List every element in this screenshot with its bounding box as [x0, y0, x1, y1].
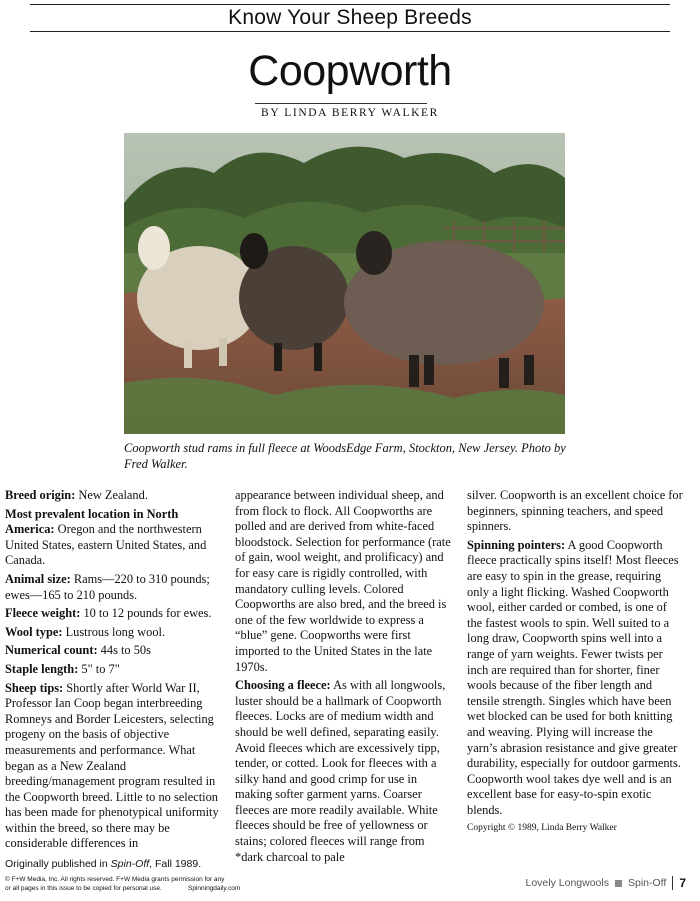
sheep-photo: [124, 133, 565, 434]
square-bullet-icon: [615, 880, 622, 887]
spinning-pointers: Spinning pointers: A good Coopworth fleece practically spins itself! Most fleeces are easy to spin in the grease, requiring only a light flicking. Washed Coopworth wool, either carded or combed, is one of the fastest wools to spin. Well suited to a long draw, Coopworth spins well into a range of yarn weights. Fewer twists per inch are required than for shorter, finer wools because of the fiber length and tensile strength. Singles which have been wet blocked can be used for both knitting and weaving. Plying will increase the yarn’s abrasion resistance and give greater durability, especially for outdoor garments. Coopworth wool takes dye well and is an excellent base for easy-to-spin exotic blends.: [467, 537, 681, 817]
header-bottom-rule: [30, 31, 670, 32]
staple-length: Staple length: 5" to 7": [5, 661, 120, 676]
column-2: [235, 488, 453, 868]
byline-rule: [255, 103, 427, 104]
sheep-tips-continued: appearance between individual sheep, and from flock to flock. All Coopworths are polled and are derived from white-faced bloodstock. Selection for performance (rate of gain, wool weight, and prolificacy) and for easy care is rigidly controlled, with mandatory culling levels. Colored Coopworths are also bred, and the breed is one of the few worldwide to express a “blue” gene. Coopworths were first imported to the United States in the late 1970s.: [235, 488, 451, 674]
breed-origin: Breed origin: New Zealand.: [5, 488, 148, 502]
sheep-photo-illustration: [124, 133, 565, 434]
column-3: [467, 488, 685, 840]
rights-notice: © F+W Media, Inc. All rights reserved. F+W Media grants permission for any or all pages in this issue to be copied for personal use. Spinningdaily.com: [5, 876, 241, 892]
section-name: Lovely Longwools: [525, 877, 609, 889]
page-number: 7: [672, 876, 686, 890]
fleece-weight: Fleece weight: 10 to 12 pounds for ewes.: [5, 606, 212, 621]
prevalent-location: Most prevalent location in North America: Oregon and the northwestern United States, eastern United States, and Canada.: [5, 506, 207, 568]
column-1: [5, 488, 223, 855]
wool-type: Wool type: Lustrous long wool.: [5, 624, 166, 639]
choosing-fleece: Choosing a fleece: As with all longwools, luster should be a hallmark of Coopworth fleeces. Locks are of medium width and should be well defined, separating easily. Avoid fleeces which are excessively tipp, tender, or cotted. Look for fleeces with a silky hand and good crimp for use in making softer garment yarns. Coarser fleeces are more readily available. White fleeces should be free of yellowness or stains; colored fleeces will range from *dark charcoal to pale: [235, 678, 446, 864]
header-top-rule: [30, 4, 670, 5]
photo-caption: Coopworth stud rams in full fleece at WoodsEdge Farm, Stockton, New Jersey. Photo by Fred Walker.: [124, 441, 566, 471]
page-footer: [526, 876, 687, 890]
magazine-name: Spin-Off: [627, 877, 667, 889]
article-title: Coopworth: [248, 47, 452, 95]
original-publication: Originally published in Spin-Off, Fall 1989.: [5, 858, 202, 870]
choosing-fleece-continued: silver. Coopworth is an excellent choice for beginners, spinning teachers, and speed spinners.: [467, 488, 683, 534]
sheep-tips: Sheep tips: Shortly after World War II, Professor Ian Coop began interbreeding Romneys and Border Leicesters, selecting progeny on the basis of objective measurements and performance. What began as a New Zealand breeding/management program resulted in the Coopworth breed. Little to no selection has been made for phenotypical uniformity within the breed, so there may be considerable differences in: [5, 680, 219, 851]
series-title: Know Your Sheep Breeds: [228, 6, 472, 29]
copyright: Copyright © 1989, Linda Berry Walker: [467, 823, 617, 834]
animal-size: Animal size: Rams—220 to 310 pounds; ewes—165 to 210 pounds.: [5, 571, 210, 602]
numerical-count: Numerical count: 44s to 50s: [5, 643, 151, 658]
website-link[interactable]: Spinningdaily.com: [188, 885, 241, 892]
byline: BY LINDA BERRY WALKER: [261, 107, 439, 119]
